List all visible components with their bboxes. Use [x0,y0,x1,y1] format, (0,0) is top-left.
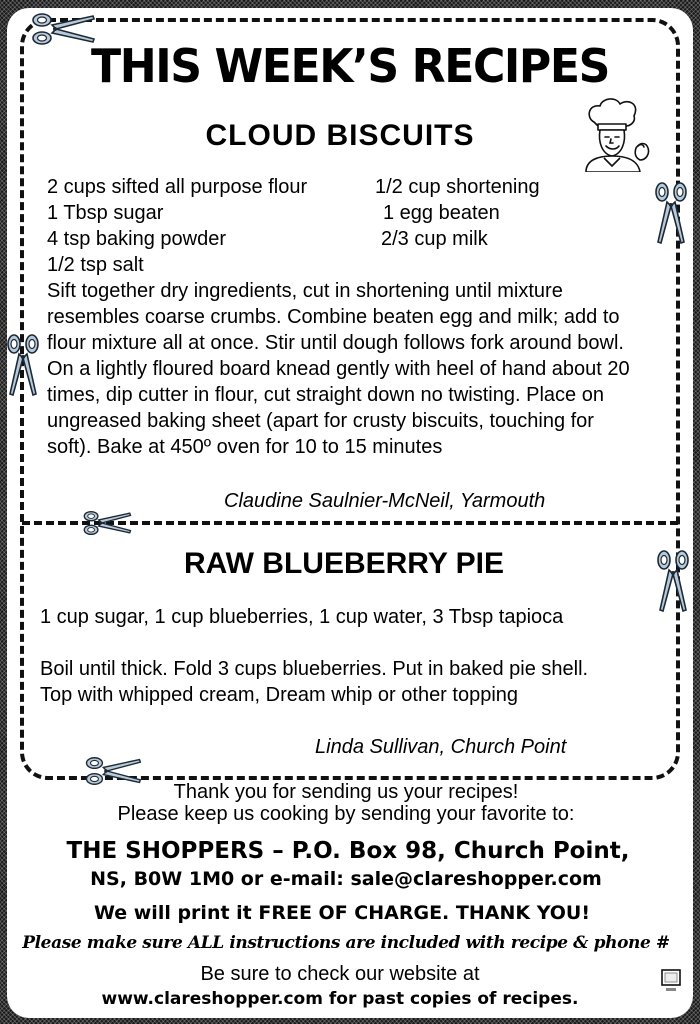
recipe-title: RAW BLUEBERRY PIE [183,547,505,580]
free-notice: We will print it FREE OF CHARGE. THANK YOU! [93,902,591,924]
recipe-instructions: Sift together dry ingredients, cut in shortening until mixture resembles coarse crumbs. Combine beaten egg and milk; add to flour mixture all at once. Stir until dough follows fork around bowl. On a lightly floured board knead gently with heel of hand about 20 times, dip cutter in flour, cut straight down no twisting. Place on ungreased baking sheet (apart for crusty biscuits, touching for soft). Bake at 450º oven for 10 to 15 minutes [47,280,630,458]
recipe-ingredients: 1 cup sugar, 1 cup blueberries, 1 cup water, 3 Tbsp tapioca [40,606,564,628]
ingredient-item: 1 egg beaten [383,202,500,224]
recipe-credit: Claudine Saulnier-McNeil, Yarmouth [224,490,546,512]
instructions-note: Please make sure ALL instructions are included with recipe & phone # [22,933,670,953]
recipe-title: CLOUD BISCUITS [205,119,475,152]
ingredient-item: 2 cups sifted all purpose flour [47,176,308,198]
recipe-instructions: Boil until thick. Fold 3 cups blueberries. Put in baked pie shell. Top with whipped cream, Dream whip or other topping [40,658,589,706]
mailing-address: THE SHOPPERS – P.O. Box 98, Church Point, [66,838,630,864]
ingredient-item: 1 Tbsp sugar [47,202,164,224]
page-icon [660,968,682,994]
ingredient-item: 1/2 tsp salt [47,254,144,276]
scissors-icon [6,332,40,396]
ingredient-item: 1/2 cup shortening [375,176,540,198]
ingredient-item: 2/3 cup milk [381,228,488,250]
submit-prompt: Please keep us cooking by sending your favorite to: [117,803,575,825]
page-title: THIS WEEK’S RECIPES [91,39,609,93]
email-address: NS, B0W 1M0 or e-mail: sale@clareshopper.com [90,868,602,890]
website-url: www.clareshopper.com for past copies of recipes. [101,989,579,1009]
ingredient-item: 4 tsp baking powder [47,228,227,250]
website-prompt: Be sure to check our website at [200,963,480,985]
scissors-icon [654,180,688,244]
recipe-credit: Linda Sullivan, Church Point [315,736,567,758]
scissors-icon [82,510,132,536]
thanks-text: Thank you for sending us your recipes! [173,781,519,803]
